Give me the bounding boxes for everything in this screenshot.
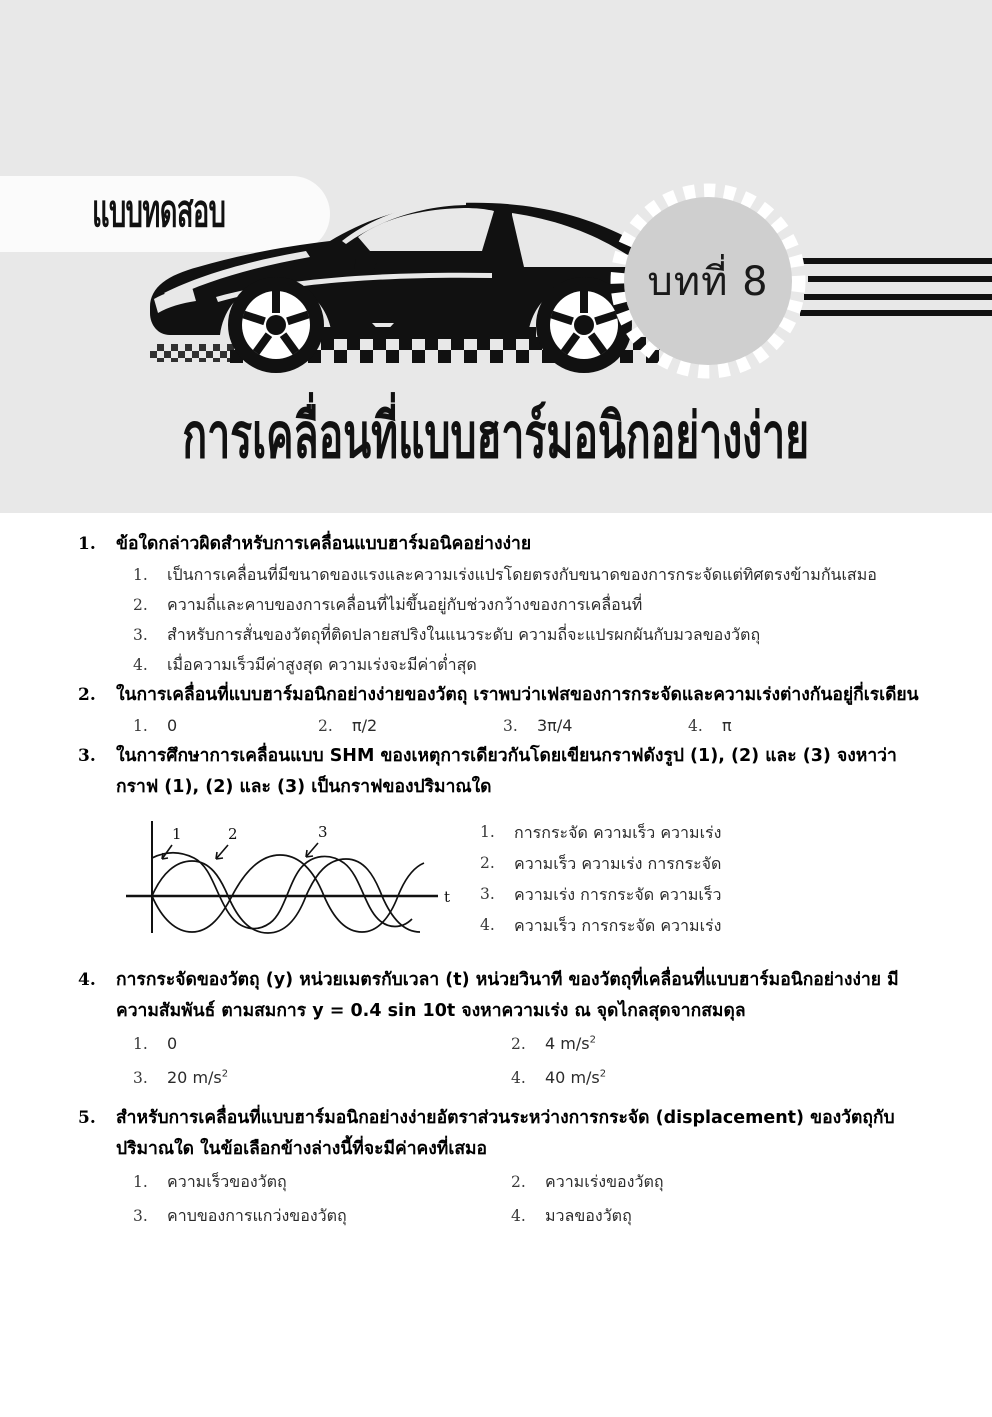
page-title-text: การเคลื่อนที่แบบฮาร์มอนิกอย่างง่าย	[182, 399, 810, 472]
option-value: 4 m/s	[545, 1034, 590, 1053]
option[interactable]	[688, 711, 873, 741]
option-label	[545, 1027, 596, 1061]
question-4-heading	[0, 965, 992, 1027]
option-row	[133, 1061, 932, 1095]
option[interactable]	[133, 560, 932, 590]
option-label: 0	[167, 716, 178, 735]
option-value: 40 m/s	[545, 1068, 600, 1087]
question-2-options	[0, 711, 992, 741]
header-banner	[0, 0, 992, 513]
question-4-options	[0, 1027, 992, 1095]
option-number: 4.	[133, 656, 148, 674]
question-3-text: ในการศึกษาการเคลื่อนแบบ SHM ของเหตุการเดียวกันโดยเขียนกราฟดังรูป (1), (2) และ (3) จงหาว่า กราฟ (1), (2) และ (3) เป็นกราฟของปริมาณใด	[116, 746, 897, 797]
option[interactable]	[133, 590, 932, 620]
option-number: 3.	[133, 1069, 148, 1087]
question-5-text: สำหรับการเคลื่อนที่แบบฮาร์มอนิกอย่างง่ายอัตราส่วนระหว่างการกระจัด (displacement) ของวัตถุกับปริมาณใด ในข้อเลือกข้างล่างนี้ที่จะมีค่าคงที่เสมอ	[116, 1108, 895, 1159]
speed-line	[800, 258, 992, 264]
option-label: π	[722, 716, 732, 735]
option[interactable]	[133, 620, 932, 650]
question-5-heading	[0, 1103, 992, 1165]
option-label: ความเร็วของวัตถุ	[167, 1172, 287, 1191]
option-number: 3.	[480, 885, 495, 903]
question-5-number: 5.	[78, 1108, 96, 1128]
option[interactable]	[503, 711, 688, 741]
option-label: สำหรับการสั่นของวัตถุที่ติดปลายสปริงในแนวระดับ ความถี่จะแปรผกผันกับมวลของวัตถุ	[167, 625, 761, 644]
option[interactable]	[511, 1165, 889, 1199]
option-number: 4.	[511, 1207, 526, 1225]
option-row	[133, 1199, 932, 1233]
option-number: 2.	[318, 717, 333, 735]
question-3	[0, 741, 992, 945]
option-number: 3.	[133, 626, 148, 644]
question-1	[0, 529, 992, 680]
speed-line	[808, 276, 992, 282]
chapter-badge	[610, 183, 806, 379]
option[interactable]	[133, 650, 932, 680]
option[interactable]	[133, 1061, 511, 1095]
option[interactable]	[511, 1199, 889, 1233]
option[interactable]	[511, 1061, 889, 1095]
option-exponent: 2	[599, 1068, 607, 1080]
question-1-options	[0, 560, 992, 680]
option-number: 1.	[133, 1035, 148, 1053]
speed-line	[804, 294, 992, 300]
question-5-options	[0, 1165, 992, 1233]
option[interactable]	[480, 879, 952, 910]
speed-lines-decoration	[800, 244, 992, 320]
option-number: 2.	[511, 1173, 526, 1191]
option-row	[133, 1165, 932, 1199]
option-exponent: 2	[589, 1034, 596, 1046]
option-number: 1.	[480, 823, 495, 841]
option-number: 2.	[133, 596, 148, 614]
question-4-number: 4.	[78, 970, 96, 990]
option-label: ความเร่งของวัตถุ	[545, 1172, 664, 1191]
option[interactable]	[133, 1165, 511, 1199]
question-1-heading	[0, 529, 992, 560]
section-spacer	[0, 945, 992, 965]
option-label	[167, 1061, 228, 1095]
option-number: 4.	[511, 1069, 526, 1087]
question-1-number: 1.	[78, 534, 96, 554]
option-label: ความเร่ง การกระจัด ความเร็ว	[514, 885, 722, 904]
questions-container	[0, 513, 992, 1233]
option-value: 0	[167, 1034, 178, 1053]
option[interactable]	[480, 910, 952, 941]
option[interactable]	[133, 1199, 511, 1233]
option[interactable]	[133, 1027, 511, 1061]
option-exponent: 2	[221, 1068, 229, 1080]
chapter-number-label: บทที่ 8	[647, 259, 769, 305]
x-axis-label: t	[444, 888, 451, 906]
option-label	[545, 1061, 606, 1095]
option-number: 1.	[133, 717, 148, 735]
option-label	[167, 1027, 177, 1061]
question-2	[0, 680, 992, 741]
option-number: 2.	[480, 854, 495, 872]
worksheet-type-label: แบบทดสอบ	[92, 186, 226, 237]
curve-label-3: 3	[318, 823, 328, 841]
option[interactable]	[511, 1027, 889, 1061]
question-2-number: 2.	[78, 685, 96, 705]
question-5	[0, 1103, 992, 1233]
option-value: 20 m/s	[167, 1068, 222, 1087]
option-label: ความเร็ว ความเร่ง การกระจัด	[514, 854, 722, 873]
shm-waveform-graph	[120, 811, 460, 945]
option-label: ความเร็ว การกระจัด ความเร่ง	[514, 916, 722, 935]
option[interactable]	[318, 711, 503, 741]
option-number: 4.	[688, 717, 703, 735]
option-number: 3.	[133, 1207, 148, 1225]
option[interactable]	[480, 848, 952, 879]
page-title	[0, 398, 992, 474]
option-number: 2.	[511, 1035, 526, 1053]
option-label: เป็นการเคลื่อนที่มีขนาดของแรงและความเร่งแปรโดยตรงกับขนาดของการกระจัดแต่ทิศตรงข้ามกันเสมอ	[167, 565, 877, 584]
option[interactable]	[480, 817, 952, 848]
option-number: 3.	[503, 717, 518, 735]
question-2-text: ในการเคลื่อนที่แบบฮาร์มอนิกอย่างง่ายของวัตถุ เราพบว่าเฟสของการกระจัดและความเร่งต่างกันอยู่กี่เรเดียน	[116, 685, 919, 705]
question-3-figure-and-options	[0, 811, 992, 945]
question-2-heading	[0, 680, 992, 711]
option-label: 3π/4	[537, 716, 573, 735]
question-4-text: การกระจัดของวัตถุ (y) หน่วยเมตรกับเวลา (t) หน่วยวินาที ของวัตถุที่เคลื่อนที่แบบฮาร์มอนิกอย่างง่าย มีความสัมพันธ์ ตามสมการ y = 0.4 sin 10t จงหาความเร่ง ณ จุดไกลสุดจากสมดุล	[116, 970, 899, 1021]
option-label: มวลของวัตถุ	[545, 1206, 632, 1225]
option-number: 4.	[480, 916, 495, 934]
section-spacer	[0, 1095, 992, 1103]
speed-line	[800, 310, 992, 316]
option-label: การกระจัด ความเร็ว ความเร่ง	[514, 823, 722, 842]
question-3-number: 3.	[78, 746, 96, 766]
question-4	[0, 965, 992, 1095]
option-row	[133, 1027, 932, 1061]
question-1-text: ข้อใดกล่าวผิดสำหรับการเคลื่อนแบบฮาร์มอนิคอย่างง่าย	[116, 534, 532, 554]
option-label: เมื่อความเร็วมีค่าสูงสุด ความเร่งจะมีค่าต่ำสุด	[167, 655, 477, 674]
option-label: π/2	[352, 716, 378, 735]
option-label: คาบของการแกว่งของวัตถุ	[167, 1206, 347, 1225]
question-3-options	[460, 811, 952, 945]
option-number: 1.	[133, 1173, 148, 1191]
option-label: ความถี่และคาบของการเคลื่อนที่ไม่ขึ้นอยู่กับช่วงกว้างของการเคลื่อนที่	[167, 595, 643, 614]
curve-label-1: 1	[172, 825, 182, 843]
curve-label-2: 2	[228, 825, 238, 843]
option-number: 1.	[133, 566, 148, 584]
option[interactable]	[133, 711, 318, 741]
question-3-heading	[0, 741, 992, 803]
